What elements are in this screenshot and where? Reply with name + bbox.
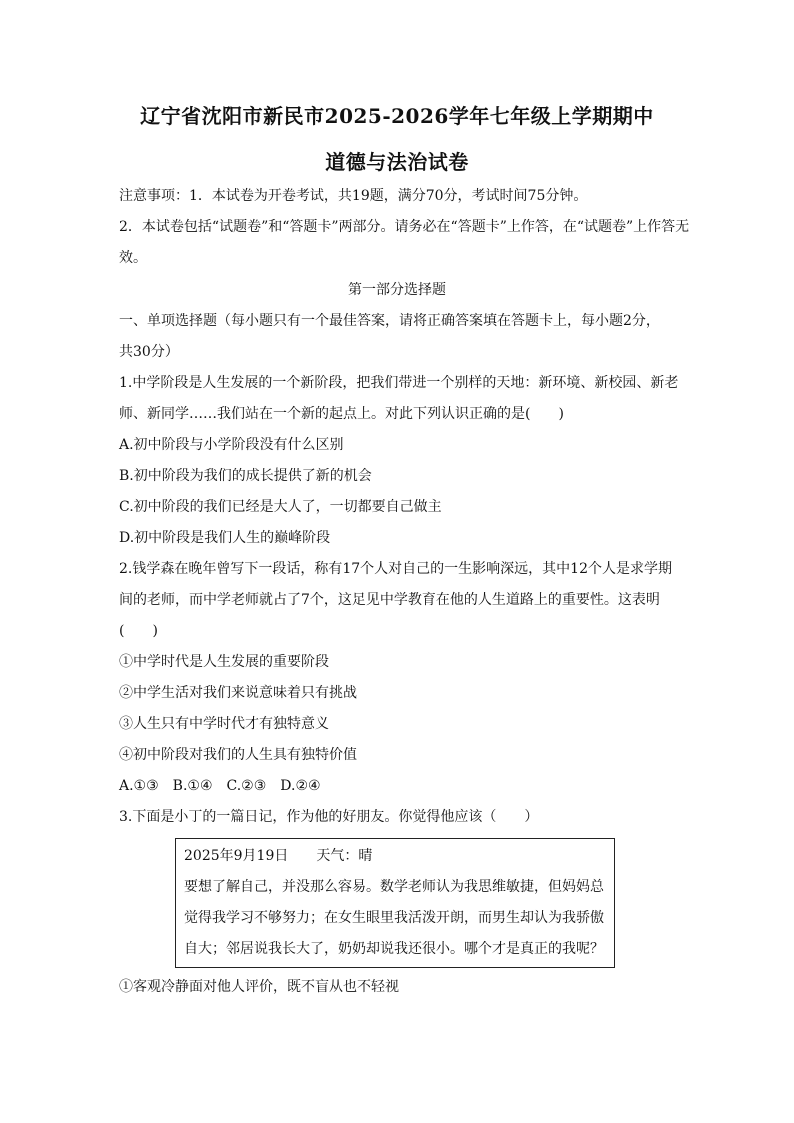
question-3-stem: 3.下面是小丁的一篇日记，作为他的好朋友。你觉得他应该（ ） [119, 809, 539, 825]
question-1-option-d: D.初中阶段是我们人生的巅峰阶段 [119, 530, 331, 546]
question-2-stem-line-2: 间的老师，而中学老师就占了7个，这足见中学教育在他的人生道路上的重要性。这表明 [119, 592, 660, 608]
question-2-stem-line-1: 2.钱学森在晚年曾写下一段话，称有17个人对自己的一生影响深远，其中12个人是求学期 [119, 561, 672, 577]
notes-line-3: 效。 [119, 250, 147, 266]
question-1-option-c: C.初中阶段的我们已经是大人了，一切都要自己做主 [119, 499, 442, 515]
exam-subtitle: 道德与法治试卷 [325, 150, 469, 174]
exam-title: 辽宁省沈阳市新民市2025-2026学年七年级上学期期中 [140, 104, 654, 128]
diary-line-2: 觉得我学习不够努力；在女生眼里我活泼开朗，而男生却认为我骄傲 [184, 910, 604, 926]
question-1-option-b: B.初中阶段为我们的成长提供了新的机会 [119, 468, 372, 484]
question-2-stem-line-3: ( ) [119, 623, 158, 639]
section-instruction-line-1: 一、单项选择题（每小题只有一个最佳答案，请将正确答案填在答题卡上，每小题2分， [119, 313, 660, 329]
question-3-statement-1: ①客观冷静面对他人评价，既不盲从也不轻视 [119, 979, 399, 995]
notes-line-1: 注意事项：1．本试卷为开卷考试，共19题，满分70分，考试时间75分钟。 [119, 188, 588, 204]
question-2-options: A.①③ B.①④ C.②③ D.②④ [119, 778, 321, 794]
question-2-statement-4: ④初中阶段对我们的人生具有独特价值 [119, 747, 357, 763]
notes-line-2: 2．本试卷包括“试题卷”和“答题卡”两部分。请务必在“答题卡”上作答，在“试题卷”上作答无 [119, 219, 690, 235]
diary-box [175, 838, 615, 968]
diary-line-1: 要想了解自己，并没那么容易。数学老师认为我思维敏捷，但妈妈总 [184, 879, 604, 895]
diary-date-line: 2025年9月19日 天气：晴 [184, 848, 373, 864]
question-1-stem-line-1: 1.中学阶段是人生发展的一个新阶段，把我们带进一个别样的天地：新环境、新校园、新老 [119, 375, 679, 391]
question-1-option-a: A.初中阶段与小学阶段没有什么区别 [119, 437, 344, 453]
question-1-stem-line-2: 师、新同学……我们站在一个新的起点上。对此下列认识正确的是( ) [119, 406, 564, 422]
question-2-statement-1: ①中学时代是人生发展的重要阶段 [119, 654, 329, 670]
section-instruction-line-2: 共30分） [119, 344, 179, 360]
question-2-statement-2: ②中学生活对我们来说意味着只有挑战 [119, 685, 357, 701]
diary-line-3: 自大；邻居说我长大了，奶奶却说我还很小。哪个才是真正的我呢？ [184, 941, 604, 957]
part-heading: 第一部分选择题 [348, 282, 446, 298]
question-2-statement-3: ③人生只有中学时代才有独特意义 [119, 716, 329, 732]
